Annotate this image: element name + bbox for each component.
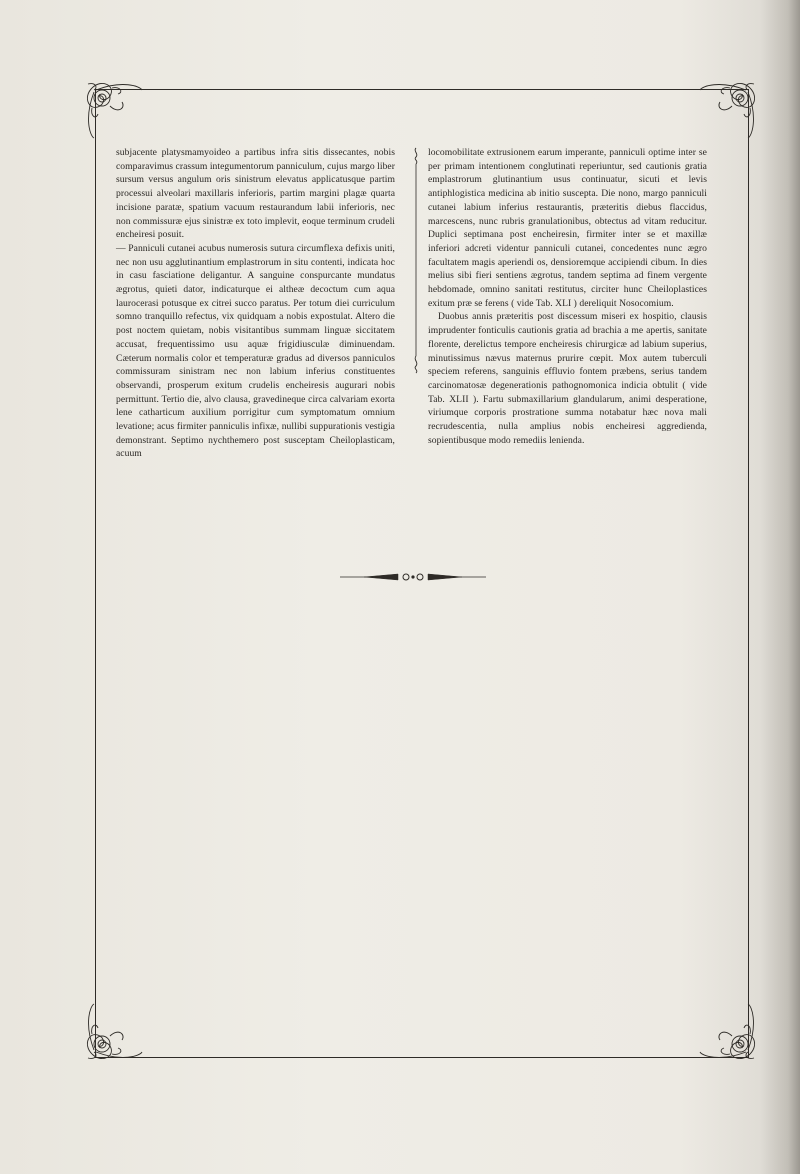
flourish-corner-icon [82,78,144,140]
left-paragraph: — Panniculi cutanei acubus numerosis sutura circumflexa defixis uniti, nec non usu agglutinantium emplastrorum in situ contenti, indicata hoc in casu fasciatione deligantur. A sanguine conspurcante mundatus ægrotus, quieti dator, indicaturque ei altheæ decoctum cum aqua laurocerasi potusque ex citrei succo paratus. Per totum diei curriculum somno tranquillo refectus, vix quidquam a nobis expostulat. Altero die post noctem quietam, nobis visitantibus summam linguæ siccitatem accusat, frequentissimo usu aquæ frigidiusculæ diminuendam. Cæterum normalis color et temperaturæ gradus ad diversos panniculos commissuram sinistram nec non labium inferius constituentes observandi, prosperum exitum crudelis encheiresis augurari nobis permittunt. Tertio die, alvo clausa, gravedineque circa calvariam exorta lene catharticum auxilium porrigitur cum symptomatum omnium levatione; acus firmiter panniculis infixæ, nullibi suppurationis vestigia demonstrant. Septimo nychthemero post susceptam Cheiloplasticam, acuum [116,242,395,460]
column-rule-ornament-icon [411,146,421,374]
tailpiece-ornament-icon [340,570,486,584]
flourish-corner-icon [82,1002,144,1064]
right-paragraph: Duobus annis præteritis post discessum miseri ex hospitio, clausis imprudenter fonticulis cautionis gratia ad brachia a me apertis, sanitate florente, derelictus tempore encheiresis chirurgicæ ad labium superius, minutissimus nævus maternus prurire cœpit. Mox autem tuberculi speciem referens, sanguinis effluvio fontem præbens, serius tandem carcinomatosæ degenerationis pathognomonica indicia obtulit ( vide Tab. XLII ). Fartu submaxillarium glandularum, animi desperatione, viriumque corporis prostratione summa notabatur hæc nova mali recrudescentia, nulla amplius nobis encheiresi aggredienda, sopientibusque modo remediis lenienda. [428,311,707,446]
page-edge-shadow [760,0,800,1174]
right-text-column [428,146,707,447]
right-paragraph: locomobilitate extrusionem earum imperante, panniculi optime inter se per primam intentionem conglutinati reperiuntur, sed cautionis gratia emplastrorum glutinantium usus continuatur, sicuti et levis antiphlogistica medicina ab initio suscepta. Die nono, margo panniculi cutanei labium inferius restaurantis, præteritis diebus flaccidus, marcescens, nunc rubris granulationibus, obtectus ad vitam reducitur. Duplici septimana post encheiresin, firmiter inter se et maxillæ inferiori adcreti videntur panniculi cutanei, concedentes nunc ægro facultatem magis aperiendi os, densioremque accipiendi cibum. In dies melius sibi fieri sentiens ægrotus, tandem septima ad finem vergente hebdomade, omnino sanitati restitutus, circiter hunc Cheiloplastices exitum præ se ferens ( vide Tab. XLI ) dereliquit Nosocomium. [428,147,707,309]
flourish-corner-icon [698,1002,760,1064]
flourish-corner-icon [698,78,760,140]
left-paragraph: subjacente platysmamyoideo a partibus infra sitis dissecantes, nobis comparavimus crassum integumentorum panniculum, cujus margo liber sursum versus angulum oris sinistrum elevatus applicatusque partim processui alveolari maxillaris inferioris, partim margini plagæ quarta incisione paratæ, spatium vacuum restaurandum labii inferioris, nec non commissuræ ejus sinistræ ex toto implevit, eoque terminum crudeli encheiresi posuit. [116,147,395,241]
left-text-column [116,146,395,461]
